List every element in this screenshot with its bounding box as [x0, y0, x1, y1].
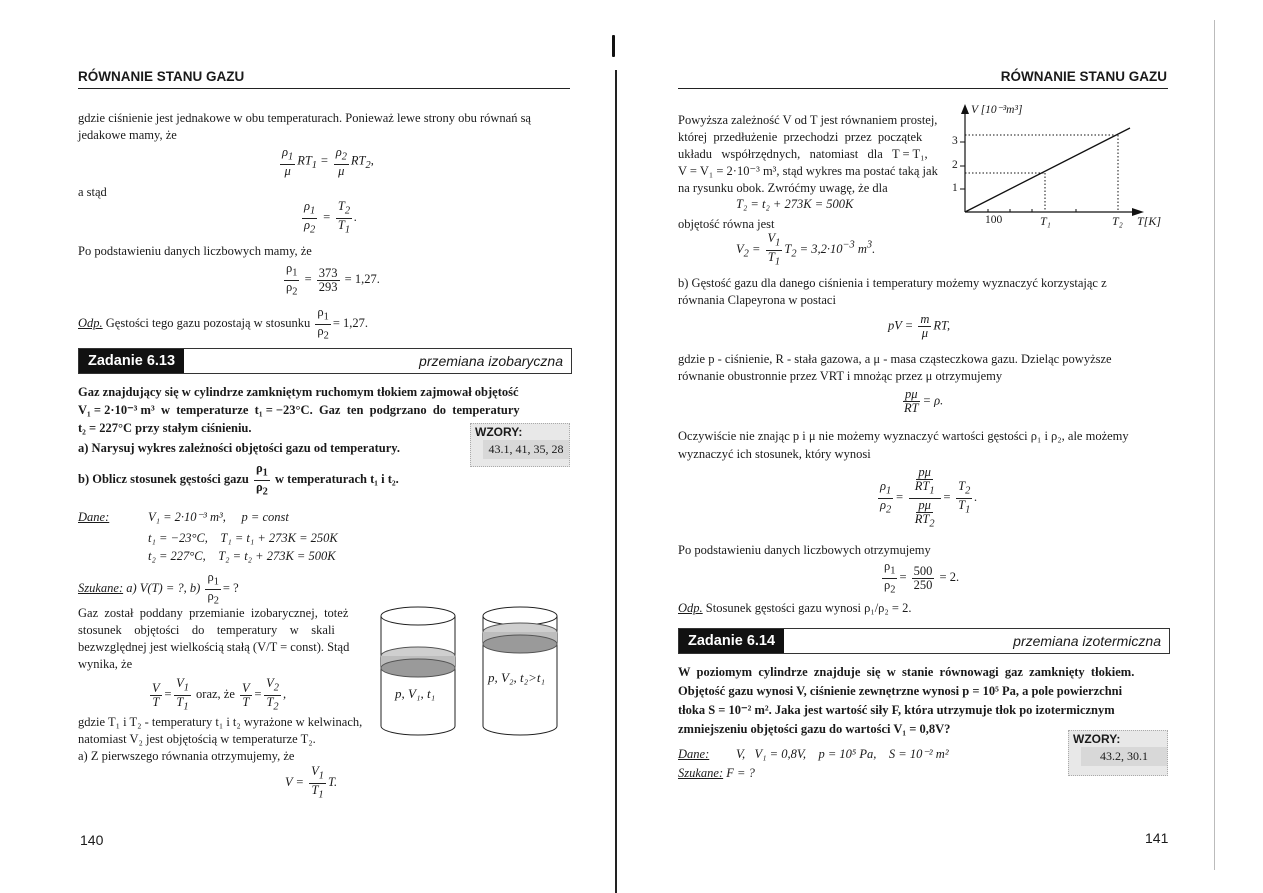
- header-rule-left: [78, 88, 570, 89]
- graph-paragraph: Powyższa zależność V od T jest równaniem prostej, której przedłużenie przechodzi przez początek układu współrzędnych, natomiast dla T = T₁, V = V₁ = 2·10⁻³ m³, stąd wykres ma postać taką jak na rysunku obok. Zwróćmy uwagę, że dla: [678, 113, 938, 195]
- gdzie-line-2: równanie obustronnie przez VRT i mnożąc przez μ otrzymujemy: [678, 369, 1003, 383]
- page-edge-right: [1214, 20, 1215, 870]
- dane-right: Dane:: [678, 747, 710, 761]
- v-line: [965, 128, 1130, 212]
- equation-1: $\frac{\rho_1}{\mu}$ $RT_1$ = $\frac{\rho_2}{\mu}$ $RT_2$,: [282, 145, 374, 178]
- task-label: Zadanie 6.13: [79, 349, 184, 373]
- cylinder-1-label: p, V₁, t₁: [395, 686, 436, 701]
- page-number-left: 140: [80, 832, 104, 848]
- graph-x-t1: T₁: [1040, 214, 1051, 228]
- task-line-4: a) Narysuj wykres zależności objętości gazu od temperatury.: [78, 441, 400, 455]
- dane-line-1: V₁ = 2·10⁻³ m³, p = const: [148, 510, 289, 524]
- oczywiscie-line-1: Oczywiście nie znając p i μ nie możemy wyznaczyć wartości gęstości ρ₁ i ρ₂, ale możemy: [678, 429, 1129, 443]
- wzory-value: 43.1, 41, 35, 28: [483, 440, 569, 459]
- equation-result: $\frac{\rho_1}{\rho_2}$ = $\frac{500}{250}$ = 2.: [884, 559, 960, 595]
- cylinder-2-label: p, V₂, t₂>t₁: [488, 670, 545, 685]
- oczywiscie-line-2: wyznaczyć ich stosunek, który wynosi: [678, 447, 871, 461]
- y-axis-arrow: [961, 104, 969, 114]
- dane-right-values: V, V₁ = 0,8V, p = 10⁵ Pa, S = 10⁻² m²: [736, 747, 949, 761]
- wzory-label: WZORY:: [1073, 732, 1121, 746]
- task-line-2: V₁ = 2·10⁻³ m³ w temperaturze t₁ = −23°C. Gaz ten podgrzano do temperatury: [78, 403, 520, 417]
- objetosc-text: objętość równa jest: [678, 217, 775, 231]
- task-614-line-1: W poziomym cylindrze znajduje się w stanie równowagi gaz zamknięty tłokiem.: [678, 665, 1135, 679]
- task-line-5: b) Oblicz stosunek gęstości gazu $\frac{\rho_1}{\rho_2}$ w temperaturach t₁ i t₂.: [78, 461, 399, 497]
- running-head-right: RÓWNANIE STANU GAZU: [1000, 69, 1167, 84]
- equation-2: $\frac{\rho_1}{\rho_2}$ = $\frac{T_2}{T_1}$ .: [304, 199, 358, 235]
- wzory-value: 43.2, 30.1: [1081, 747, 1167, 766]
- graph-xlabel: T[K]: [1137, 214, 1162, 228]
- gdzie-line-1: gdzie p - ciśnienie, R - stała gazowa, a μ - masa cząsteczkowa gazu. Dzieląc powyższe: [678, 352, 1112, 366]
- equation-5: V = $\frac{V_1}{T_1}$ T.: [285, 764, 338, 800]
- section-b-line-2: równania Clapeyrona w postaci: [678, 293, 836, 307]
- graph-ylabel: V [10⁻³m³]: [971, 104, 1023, 116]
- task-label: Zadanie 6.14: [679, 629, 784, 653]
- graph-x-t2: T₂: [1112, 214, 1123, 228]
- spine-mark: [612, 35, 615, 57]
- szukane-right: Szukane: F = ?: [678, 766, 755, 780]
- equation-v2: $V_2$ = $\frac{V_1}{T_1}$ $T_2 = 3,2\cdot 10^{-3}$ $m^3$.: [736, 231, 876, 267]
- equation-t2: T₂ = t₂ + 273K = 500K: [736, 197, 854, 211]
- task-header-6-13: [78, 348, 572, 374]
- header-rule-right: [678, 88, 1168, 89]
- task-614-line-2: Objętość gazu wynosi V, ciśnienie zewnętrzne wynosi p = 10⁵ Pa, a pole powierzchni: [678, 684, 1123, 698]
- graph-tick-3: 3: [952, 135, 958, 147]
- dane-left: Dane:: [78, 510, 110, 524]
- odp-right: Odp. Stosunek gęstości gazu wynosi ρ₁/ρ₂ = 2.: [678, 601, 912, 615]
- body-paragraph-left: Gaz został poddany przemianie izobarycznej, toteż stosunek objętości do temperatury w skali bezwzględnej jest wielkością stałą (V/T = const). Stąd wynika, że: [78, 606, 350, 671]
- task-line-3: t₂ = 227°C przy stałym ciśnieniu.: [78, 421, 252, 435]
- equation-rho: $\frac{p\mu}{RT}$ = ρ.: [904, 387, 944, 415]
- task-header-6-14: [678, 628, 1170, 654]
- po-podstawieniu-left: Po podstawieniu danych liczbowych mamy, że: [78, 244, 312, 258]
- equation-3: $\frac{\rho_1}{\rho_2}$ = $\frac{373}{293}$ = 1,27.: [286, 261, 380, 297]
- wzory-box-right: [1068, 730, 1168, 776]
- body-paragraph-left-2: gdzie T₁ i T₂ - temperatury t₁ i t₂ wyrażone w kelwinach, natomiast V₂ jest objętością w temperaturze T₂. a) Z pierwszego równania otrzymujemy, że: [78, 715, 363, 763]
- graph-x-100: 100: [985, 214, 1003, 226]
- cylinder-illustration: [378, 604, 578, 744]
- odp-left: Odp. Gęstości tego gazu pozostają w stosunku $\frac{\rho_1}{\rho_2}$ = 1,27.: [78, 305, 369, 341]
- spine-line: [615, 70, 617, 893]
- task-type: przemiana izotermiczna: [1013, 633, 1161, 649]
- cylinder-1: [381, 607, 455, 735]
- task-line-1: Gaz znajdujący się w cylindrze zamkniętym ruchomym tłokiem zajmował objętość: [78, 385, 519, 399]
- dane-line-3: t₂ = 227°C, T₂ = t₂ + 273K = 500K: [148, 549, 336, 563]
- graph-tick-2: 2: [952, 159, 958, 171]
- task-614-line-3: tłoka S = 10⁻² m². Jaka jest wartość siły F, która utrzymuje tłok po izotermicznym: [678, 703, 1115, 717]
- page-number-right: 141: [1145, 830, 1169, 846]
- equation-clapeyron: pV = $\frac{m}{\mu}$ RT,: [888, 312, 951, 340]
- intro-line-2: jedakowe mamy, że: [78, 128, 177, 142]
- equation-ratio: $\frac{\rho_1}{\rho_2}$ = $\frac{\frac{p\mu}{RT_1}}{\frac{p\mu}{RT_2}}$ = $\frac{T_2}{T_1}$ .: [880, 465, 978, 529]
- task-type: przemiana izobaryczna: [419, 353, 563, 369]
- wzory-label: WZORY:: [475, 425, 523, 439]
- running-head-left: RÓWNANIE STANU GAZU: [78, 69, 245, 84]
- equation-4: $\frac{V}{T}$ = $\frac{V_1}{T_1}$ oraz, że $\frac{V}{T}$ = $\frac{V_2}{T_2}$ ,: [152, 676, 287, 712]
- task-614-line-4: zmniejszeniu objętości gazu do wartości V₁ = 0,8V?: [678, 722, 951, 736]
- a-stad-text: a stąd: [78, 185, 107, 199]
- dane-line-2: t₁ = −23°C, T₁ = t₁ + 273K = 250K: [148, 531, 338, 545]
- graph-tick-1: 1: [952, 182, 958, 194]
- intro-line-1: gdzie ciśnienie jest jednakowe w obu temperaturach. Ponieważ lewe strony obu równań są: [78, 111, 531, 125]
- po-podstawieniu-right: Po podstawieniu danych liczbowych otrzymujemy: [678, 543, 931, 557]
- szukane-left: Szukane: a) V(T) = ?, b) $\frac{\rho_1}{\rho_2}$ = ?: [78, 570, 239, 606]
- wzory-box-left: [470, 423, 570, 467]
- section-b-line-1: b) Gęstość gazu dla danego ciśnienia i temperatury możemy wyznaczyć korzystając z: [678, 276, 1107, 290]
